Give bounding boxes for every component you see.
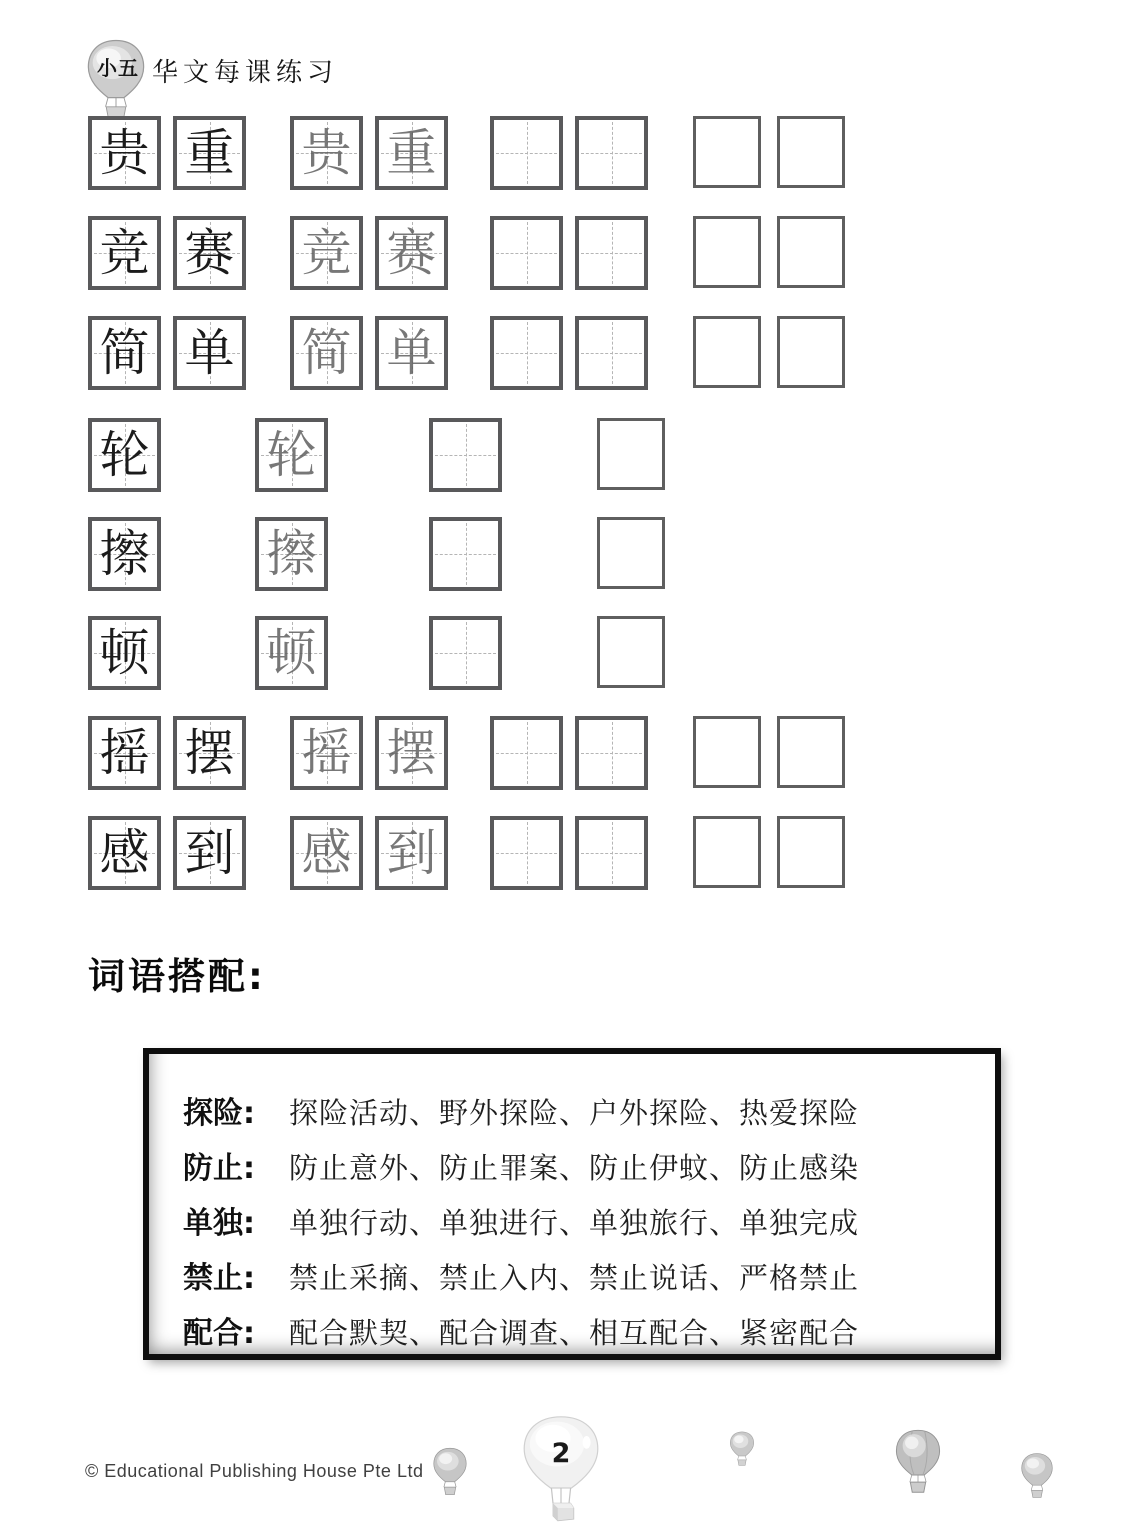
- char-box-model: [88, 116, 161, 190]
- collocation-text: 禁止采摘、禁止入内、禁止说话、严格禁止: [289, 1263, 860, 1295]
- trace-character: 感: [301, 825, 352, 881]
- char-box-empty-plain: [693, 116, 761, 188]
- collocation-entry: [183, 1253, 969, 1308]
- trace-character: 摇: [301, 725, 352, 781]
- char-box-empty-plain: [693, 216, 761, 288]
- model-character: 顿: [99, 625, 150, 681]
- char-box-empty-plain: [597, 517, 665, 589]
- char-box-empty-guided: [575, 216, 648, 290]
- char-box-empty-guided: [575, 316, 648, 390]
- model-character: 重: [184, 125, 235, 181]
- trace-character: 竞: [301, 225, 352, 281]
- char-box-empty-plain: [597, 616, 665, 688]
- model-character: 赛: [184, 225, 235, 281]
- trace-character: 贵: [301, 125, 352, 181]
- char-box-model: [173, 316, 246, 390]
- collocation-text: 配合默契、配合调查、相互配合、紧密配合: [289, 1318, 860, 1350]
- model-character: 轮: [99, 427, 150, 483]
- trace-character: 顿: [266, 625, 317, 681]
- char-box-trace: [290, 716, 363, 790]
- collocation-label: 单独:: [183, 1206, 255, 1241]
- collocation-label: 防止:: [183, 1151, 255, 1186]
- char-box-model: [173, 216, 246, 290]
- model-character: 贵: [99, 125, 150, 181]
- char-box-trace: [290, 216, 363, 290]
- char-box-model: [88, 418, 161, 492]
- trace-character: 赛: [386, 225, 437, 281]
- char-box-trace: [375, 716, 448, 790]
- hot-air-balloon-icon: [432, 1446, 468, 1498]
- hot-air-balloon-icon: [894, 1424, 942, 1500]
- model-character: 到: [184, 825, 235, 881]
- collocation-label: 配合:: [183, 1316, 255, 1351]
- model-character: 摆: [184, 725, 235, 781]
- char-box-empty-plain: [777, 716, 845, 788]
- collocation-text: 单独行动、单独进行、单独旅行、单独完成: [289, 1208, 860, 1240]
- collocation-text: 探险活动、野外探险、户外探险、热爱探险: [289, 1098, 860, 1130]
- hot-air-balloon-icon: [84, 38, 148, 124]
- trace-character: 单: [386, 325, 437, 381]
- char-box-model: [88, 316, 161, 390]
- char-box-model: [173, 816, 246, 890]
- char-box-model: [88, 517, 161, 591]
- char-box-model: [88, 216, 161, 290]
- hot-air-balloon-icon: [729, 1428, 755, 1470]
- char-box-empty-guided: [575, 816, 648, 890]
- trace-character: 重: [386, 125, 437, 181]
- model-character: 擦: [99, 526, 150, 582]
- page-number: 2: [551, 1438, 571, 1469]
- collocation-label: 禁止:: [183, 1261, 255, 1296]
- char-box-trace: [290, 316, 363, 390]
- section-heading: 词语搭配:: [88, 955, 266, 998]
- level-badge: 小五: [97, 58, 139, 80]
- char-box-trace: [375, 116, 448, 190]
- char-box-model: [173, 716, 246, 790]
- char-box-empty-guided: [490, 116, 563, 190]
- char-box-empty-plain: [597, 418, 665, 490]
- char-box-model: [88, 816, 161, 890]
- char-box-empty-plain: [777, 116, 845, 188]
- collocation-box: [143, 1048, 1001, 1360]
- char-box-trace: [255, 616, 328, 690]
- char-box-trace: [255, 517, 328, 591]
- model-character: 摇: [99, 725, 150, 781]
- page-title: 华文每课练习: [152, 57, 339, 87]
- char-box-empty-guided: [490, 316, 563, 390]
- char-box-trace: [290, 816, 363, 890]
- collocation-entry: [183, 1143, 969, 1198]
- char-box-empty-guided: [575, 116, 648, 190]
- char-box-empty-guided: [575, 716, 648, 790]
- trace-character: 到: [386, 825, 437, 881]
- char-box-model: [88, 616, 161, 690]
- trace-character: 轮: [266, 427, 317, 483]
- char-box-empty-guided: [490, 716, 563, 790]
- model-character: 感: [99, 825, 150, 881]
- collocation-entry: [183, 1088, 969, 1143]
- collocation-list: [183, 1088, 969, 1363]
- char-box-trace: [375, 216, 448, 290]
- trace-character: 摆: [386, 725, 437, 781]
- copyright-text: © Educational Publishing House Pte Ltd: [85, 1461, 424, 1481]
- model-character: 竞: [99, 225, 150, 281]
- char-box-trace: [290, 116, 363, 190]
- char-box-trace: [375, 816, 448, 890]
- char-box-empty-guided: [490, 816, 563, 890]
- char-box-empty-plain: [777, 316, 845, 388]
- model-character: 单: [184, 325, 235, 381]
- char-box-model: [88, 716, 161, 790]
- trace-character: 擦: [266, 526, 317, 582]
- char-box-empty-guided: [429, 418, 502, 492]
- collocation-entry: [183, 1308, 969, 1363]
- char-box-empty-plain: [693, 816, 761, 888]
- char-box-trace: [375, 316, 448, 390]
- collocation-label: 探险:: [183, 1096, 255, 1131]
- char-box-empty-guided: [490, 216, 563, 290]
- char-box-empty-plain: [693, 716, 761, 788]
- collocation-text: 防止意外、防止罪案、防止伊蚊、防止感染: [289, 1153, 860, 1185]
- char-box-trace: [255, 418, 328, 492]
- char-box-empty-guided: [429, 517, 502, 591]
- model-character: 简: [99, 325, 150, 381]
- char-box-empty-guided: [429, 616, 502, 690]
- hot-air-balloon-icon: [1020, 1448, 1054, 1504]
- collocation-entry: [183, 1198, 969, 1253]
- char-box-empty-plain: [777, 816, 845, 888]
- trace-character: 简: [301, 325, 352, 381]
- char-box-empty-plain: [693, 316, 761, 388]
- char-box-empty-plain: [777, 216, 845, 288]
- char-box-model: [173, 116, 246, 190]
